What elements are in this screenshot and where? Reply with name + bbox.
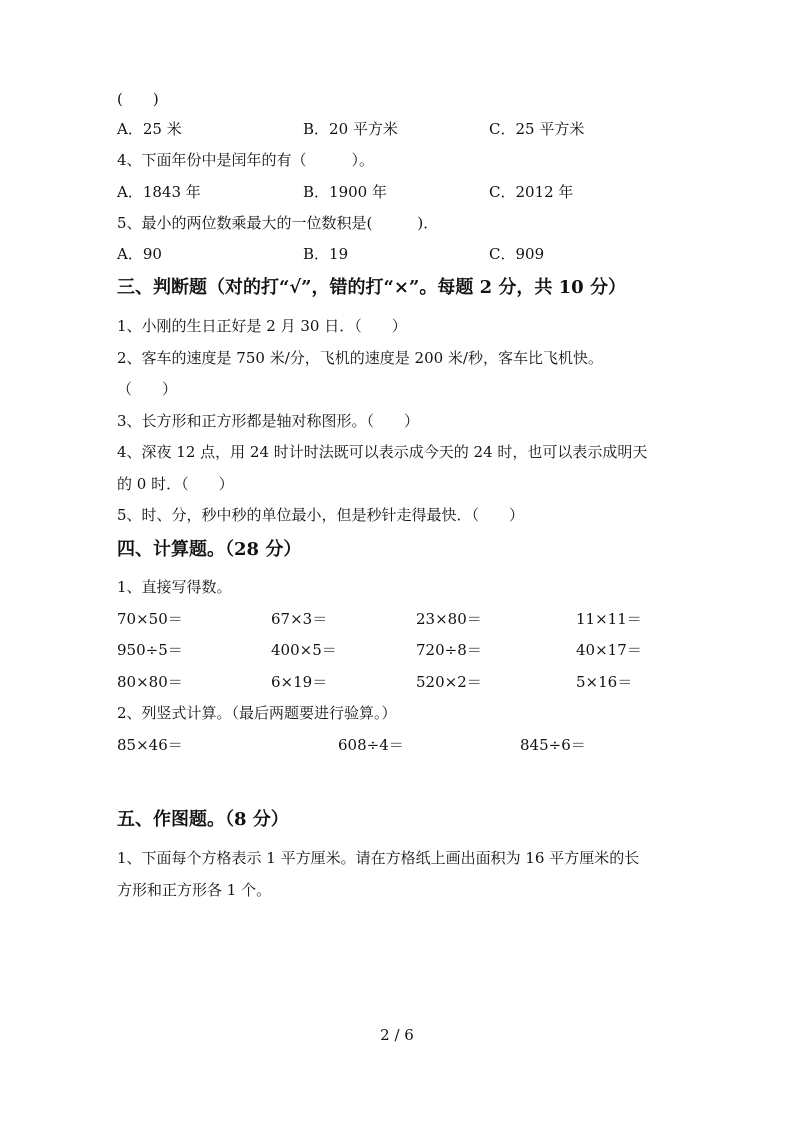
q3-option-a: A．25 米 <box>117 120 182 138</box>
section3-heading: 三、判断题（对的打“√”，错的打“×”。每题 2 分，共 10 分） <box>117 277 626 298</box>
section4-heading: 四、计算题。（28 分） <box>117 539 302 560</box>
q3-option-c: C．25 平方米 <box>489 120 585 138</box>
judge-item-4: 4、深夜 12 点，用 24 时计时法既可以表示成今天的 24 时，也可以表示成明天 <box>117 443 648 461</box>
judge-item-1: 1、小刚的生日正好是 2 月 30 日．（ ） <box>117 317 407 335</box>
vertical-calc-item: 845÷6＝ <box>520 736 586 754</box>
calc-item: 520×2＝ <box>416 673 482 691</box>
calc-item: 40×17＝ <box>576 641 642 659</box>
section5-heading: 五、作图题。（8 分） <box>117 809 289 830</box>
judge-item-4-cont: 的 0 时．（ ） <box>117 475 234 493</box>
q5-text: 5、最小的两位数乘最大的一位数积是( )． <box>117 214 439 232</box>
vertical-calc-item: 608÷4＝ <box>338 736 404 754</box>
calc-item: 5×16＝ <box>576 673 633 691</box>
answer-paren: ( ) <box>117 90 159 108</box>
calc-item: 67×3＝ <box>271 610 328 628</box>
q4-text: 4、下面年份中是闰年的有（ ）。 <box>117 151 375 169</box>
q4-option-b: B．1900 年 <box>303 183 387 201</box>
vertical-calc-item: 85×46＝ <box>117 736 183 754</box>
judge-item-5: 5、时、分，秒中秒的单位最小，但是秒针走得最快．（ ） <box>117 506 525 524</box>
calc-sub2: 2、列竖式计算。（最后两题要进行验算。） <box>117 704 397 722</box>
draw-item-1-cont: 方形和正方形各 1 个。 <box>117 881 272 899</box>
calc-item: 70×50＝ <box>117 610 183 628</box>
q5-option-b: B．19 <box>303 245 349 263</box>
judge-item-2: 2、客车的速度是 750 米/分，飞机的速度是 200 米/秒，客车比飞机快。 <box>117 349 603 367</box>
calc-item: 720÷8＝ <box>416 641 482 659</box>
draw-item-1: 1、下面每个方格表示 1 平方厘米。请在方格纸上画出面积为 16 平方厘米的长 <box>117 849 640 867</box>
calc-sub1: 1、直接写得数。 <box>117 578 232 596</box>
calc-item: 11×11＝ <box>576 610 642 628</box>
q5-option-a: A．90 <box>117 245 162 263</box>
calc-item: 23×80＝ <box>416 610 482 628</box>
q5-option-c: C．909 <box>489 245 545 263</box>
calc-item: 80×80＝ <box>117 673 183 691</box>
judge-item-2-paren: （ ） <box>117 380 178 398</box>
page-number: 2 / 6 <box>380 1026 414 1044</box>
judge-item-3: 3、长方形和正方形都是轴对称图形。（ ） <box>117 412 420 430</box>
calc-item: 400×5＝ <box>271 641 337 659</box>
q4-option-c: C．2012 年 <box>489 183 574 201</box>
calc-item: 950÷5＝ <box>117 641 183 659</box>
calc-item: 6×19＝ <box>271 673 328 691</box>
q4-option-a: A．1843 年 <box>117 183 201 201</box>
q3-option-b: B．20 平方米 <box>303 120 398 138</box>
